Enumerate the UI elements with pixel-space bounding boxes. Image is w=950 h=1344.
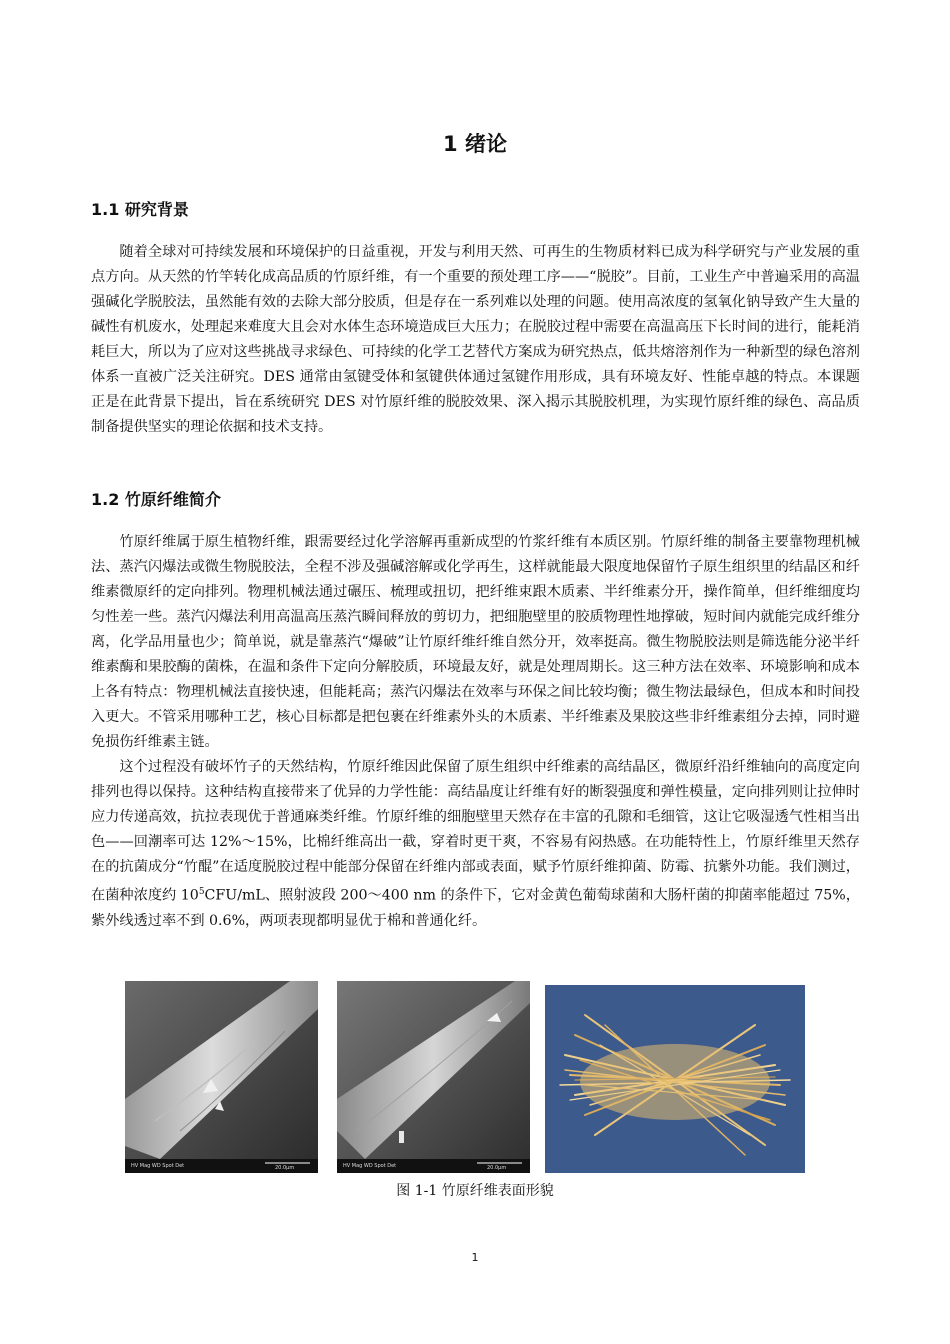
sem-image-2	[337, 981, 530, 1173]
section-heading-1-1: 1.1 研究背景	[91, 200, 189, 219]
sem-2-scalebar-label: 20.0μm	[487, 1165, 507, 1171]
paragraph-bamboo-fiber-properties	[91, 755, 860, 934]
paragraph-research-background: 随着全球对可持续发展和环境保护的日益重视，开发与利用天然、可再生的生物质材料已成为科学研究与产业发展的重点方向。从天然的竹竿转化成高品质的竹原纤维，有一个重要的预处理工序——“脱胶”。目前，工业生产中普遍采用的高温强碱化学脱胶法，虽然能有效的去除大部分胶质，但是存在一系列难以处理的问题。使用高浓度的氢氧化钠导致产生大量的碱性有机废水，处理起来难度大且会对水体生态环境造成巨大压力；在脱胶过程中需要在高温高压下长时间的进行，能耗消耗巨大，所以为了应对这些挑战寻求绿色、可持续的化学工艺替代方案成为研究热点，低共熔溶剂作为一种新型的绿色溶剂体系一直被广泛关注研究。DES 通常由氢键受体和氢键供体通过氢键作用形成，具有环境友好、性能卓越的特点。本课题正是在此背景下提出，旨在系统研究 DES 对竹原纤维的脱胶效果、深入揭示其脱胶机理，为实现竹原纤维的绿色、高品质制备提供坚实的理论依据和技术支持。	[91, 244, 860, 435]
chapter-title: 1 绪论	[443, 132, 507, 156]
section-heading-1-2: 1.2 竹原纤维简介	[91, 490, 221, 509]
sem-1-scalebar-label: 20.0μm	[275, 1165, 295, 1171]
paragraph-bamboo-fiber-intro: 竹原纤维属于原生植物纤维，跟需要经过化学溶解再重新成型的竹浆纤维有本质区别。竹原纤维的制备主要靠物理机械法、蒸汽闪爆法或微生物脱胶法，全程不涉及强碱溶解或化学再生，这样就能最大限度地保留竹子原生组织里的结晶区和纤维素微原纤的定向排列。物理机械法通过碾压、梳理或扭切，把纤维束跟木质素、半纤维素分开，操作简单，但纤维细度均匀性差一些。蒸汽闪爆法利用高温高压蒸汽瞬间释放的剪切力，把细胞壁里的胶质物理性地撑破，短时间内就能完成纤维分离，化学品用量也少；简单说，就是靠蒸汽“爆破”让竹原纤维纤维自然分开，效率挺高。微生物脱胶法则是筛选能分泌半纤维素酶和果胶酶的菌株，在温和条件下定向分解胶质，环境最友好，就是处理周期长。这三种方法在效率、环境影响和成本上各有特点：物理机械法直接快速，但能耗高；蒸汽闪爆法在效率与环保之间比较均衡；微生物法最绿色，但成本和时间投入更大。不管采用哪种工艺，核心目标都是把包裹在纤维素外头的木质素、半纤维素及果胶这些非纤维素组分去掉，同时避免损伤纤维素主链。	[91, 534, 860, 750]
figure-caption: 图 1-1 竹原纤维表面形貌	[396, 1183, 554, 1199]
bamboo-fiber-photo	[545, 985, 805, 1173]
paragraph-text-part-2: CFU/mL、照射波段 200～400 nm 的条件下，它对金黄色葡萄球菌和大肠杆菌的抑菌率能超过 75%，紫外线透过率不到 0.6%，两项表现都明显优于棉和普通化纤。	[91, 887, 860, 929]
superscript-exponent: 5	[198, 887, 205, 897]
paragraph-text-part-1: 这个过程没有破坏竹子的天然结构，竹原纤维因此保留了原生组织中纤维素的高结晶区，微原纤沿纤维轴向的高度定向排列也得以保持。这种结构直接带来了优异的力学性能：高结晶度让纤维有好的断裂强度和弹性模量，定向排列则让拉伸时应力传递高效，抗拉表现优于普通麻类纤维。竹原纤维的细胞壁里天然存在丰富的孔隙和毛细管，这让它吸湿透气性相当出色——回潮率可达 12%～15%，比棉纤维高出一截，穿着时更干爽，不容易有闷热感。在功能特性上，竹原纤维里天然存在的抗菌成分“竹醌”在适度脱胶过程中能部分保留在纤维内部或表面，赋予竹原纤维抑菌、防霉、抗紫外功能。我们测过，在菌种浓度约 10	[91, 759, 860, 904]
sem-image-1	[125, 981, 318, 1173]
page-number: 1	[471, 1251, 479, 1264]
figure-1-1	[125, 981, 805, 1173]
sem-1-infobar: HV Mag WD Spot Det	[131, 1163, 185, 1169]
sem-2-infobar: HV Mag WD Spot Det	[343, 1163, 397, 1169]
